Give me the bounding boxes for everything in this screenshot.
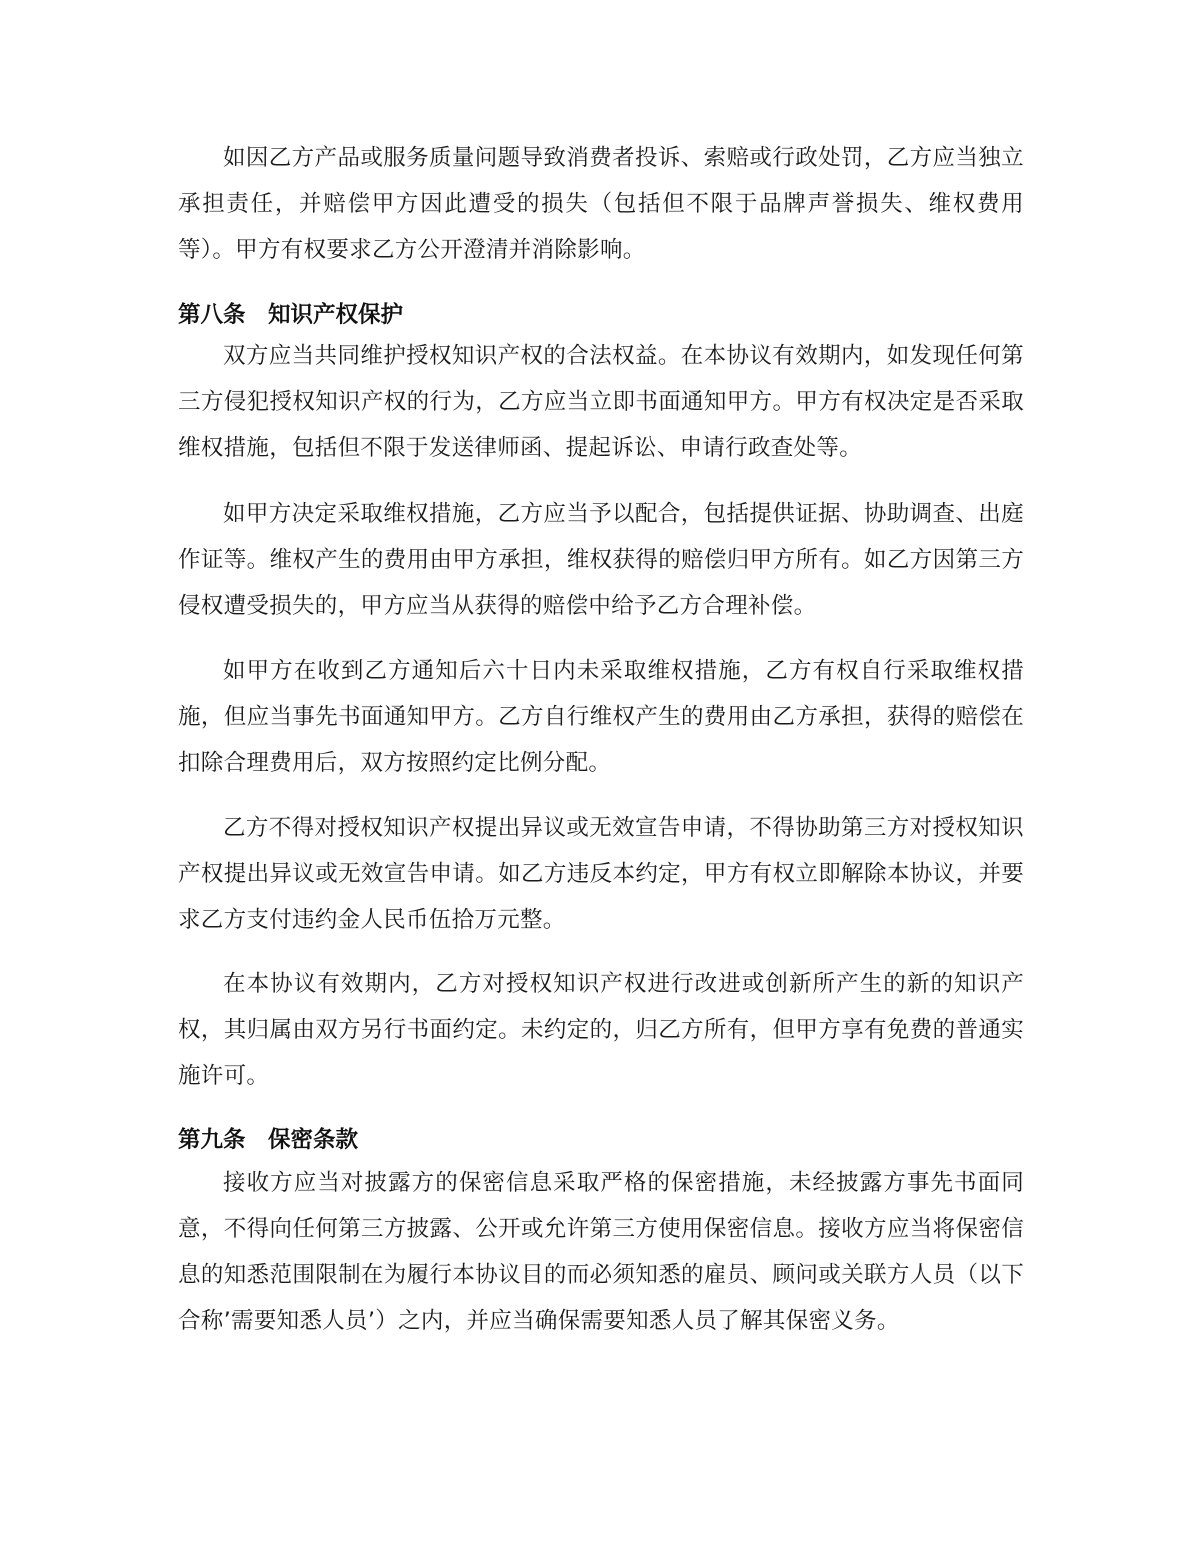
heading-article-9: 第九条 保密条款 [178,1127,359,1153]
paragraph-art8-5: 在本协议有效期内，乙方对授权知识产权进行改进或创新所产生的新的知识产权，其归属由双方另行书面约定。未约定的，归乙方所有，但甲方享有免费的普通实施许可。 [178,971,1024,1089]
paragraph-art8-2: 如甲方决定采取维权措施，乙方应当予以配合，包括提供证据、协助调查、出庭作证等。维权产生的费用由甲方承担，维权获得的赔偿归甲方所有。如乙方因第三方侵权遭受损失的，甲方应当从获得的赔偿中给予乙方合理补偿。 [178,501,1024,619]
heading-article-8: 第八条 知识产权保护 [178,302,404,328]
paragraph-art8-3: 如甲方在收到乙方通知后六十日内未采取维权措施，乙方有权自行采取维权措施，但应当事先书面通知甲方。乙方自行维权产生的费用由乙方承担，获得的赔偿在扣除合理费用后，双方按照约定比例分配。 [178,658,1024,776]
paragraph-art8-4: 乙方不得对授权知识产权提出异议或无效宣告申请，不得协助第三方对授权知识产权提出异议或无效宣告申请。如乙方违反本约定，甲方有权立即解除本协议，并要求乙方支付违约金人民币伍拾万元整。 [178,815,1024,933]
paragraph-art7-1: 如因乙方产品或服务质量问题导致消费者投诉、索赔或行政处罚，乙方应当独立承担责任，并赔偿甲方因此遭受的损失（包括但不限于品牌声誉损失、维权费用等）。甲方有权要求乙方公开澄清并消除影响。 [178,145,1024,263]
paragraph-art9-1: 接收方应当对披露方的保密信息采取严格的保密措施，未经披露方事先书面同意，不得向任何第三方披露、公开或允许第三方使用保密信息。接收方应当将保密信息的知悉范围限制在为履行本协议目的而必须知悉的雇员、顾问或关联方人员（以下合称’需要知悉人员’）之内，并应当确保需要知悉人员了解其保密义务。 [178,1170,1024,1334]
paragraph-art8-1: 双方应当共同维护授权知识产权的合法权益。在本协议有效期内，如发现任何第三方侵犯授权知识产权的行为，乙方应当立即书面通知甲方。甲方有权决定是否采取维权措施，包括但不限于发送律师函、提起诉讼、申请行政查处等。 [178,343,1024,461]
